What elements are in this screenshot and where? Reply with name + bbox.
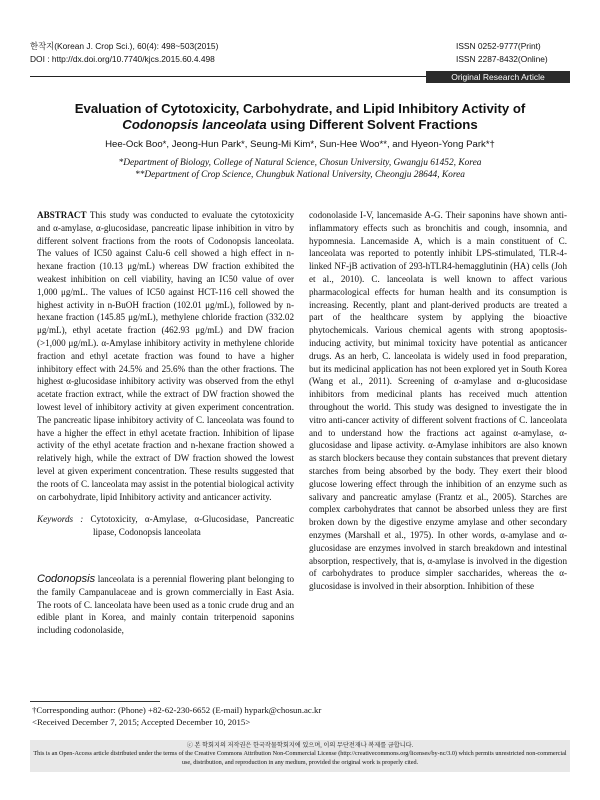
intro-lead-word: Codonopsis (37, 572, 96, 585)
title-line-1: Evaluation of Cytotoxicity, Carbohydrate, and Lipid Inhibitory Activity of (74, 101, 526, 116)
footnote (32, 704, 568, 728)
abstract-heading: ABSTRACT (37, 210, 87, 220)
affiliation-1: *Department of Biology, College of Natural Science, Chosun University, Gwangju 61452, Korea (118, 158, 482, 168)
keywords (37, 513, 294, 539)
issn-block (456, 40, 548, 65)
title-line-2 (30, 117, 570, 133)
article-type-badge: Original Research Article (426, 71, 570, 83)
issn-print: ISSN 0252-9777(Print) (456, 41, 541, 51)
issn-online: ISSN 2287-8432(Online) (456, 53, 548, 64)
right-column (309, 209, 567, 593)
keywords-label: Keywords : (37, 514, 84, 525)
corresponding-author: †Corresponding author: (Phone) +82-62-230-6652 (E-mail) hypark@chosun.ac.kr (32, 705, 322, 715)
intro-paragraph (37, 573, 294, 637)
received-dates: <Received December 7, 2015; Accepted December 10, 2015> (32, 717, 251, 727)
species-name: Codonopsis lanceolata (122, 117, 267, 132)
doi-link[interactable]: DOI : http://dx.doi.org/10.7740/kjcs.2015.60.4.498 (30, 53, 215, 64)
paper-title (30, 101, 570, 133)
affiliations (30, 158, 570, 181)
title-line-2-rest: using Different Solvent Fractions (266, 117, 478, 132)
journal-header (30, 40, 218, 65)
abstract-text: This study was conducted to evaluate the cytotoxicity and α-amylase, α-glucosidase, pancreatic lipase inhibition in vitro by different solvent fractions from the roots of Codonopsis lanceolata. The values of IC50 against Calu-6 cell showed a high effect in n-hexane fraction (10.13 μg/mL) whereas DW fraction exhibited the weakest inhibition on cell viability, having an IC50 value of over 1,000 μg/mL. The values of IC50 against HCT-116 cell showed the highest activity in n-BuOH fraction (102.01 μg/mL), followed by n-hexane fraction (145.85 μg/mL), methylene chloride fraction (332.02 μg/mL), ethyl acetate fraction (462.93 μg/mL) and DW fracion (>1,000 μg/mL). α-Amylase inhibitory activity in methylene chloride fraction and ethyl acetate fraction was found to have a higher inhibitory effect with 24.5% and 25.6% than the other fractions. The highest α-glucosidase inhibitory activity was observed from the ethyl acetate fraction extract, while the extract of DW fraction showed the lowest level of inhibitory activity at given experiment concentration. The pancreatic lipase inhibitory activity of C. lanceolata was found to have a higher the effect in ethyl acetate fraction. Inhibition of lipase activity of the ethyl acetate fraction and n-hexane fraction showed a relatively high, while the extract of DW fraction showed the lowest level at given experiment concentration. These results suggested that the roots of C. lanceolata may assist in the potential biological activity on carbohydrate, lipid Inhibitory activity and anticancer activity. (37, 210, 295, 502)
license-text: This is an Open-Access article distributed under the terms of the Creative Commons Attribution Non-Commercial License (http://creativecommons.org/licenses/by-nc/3.0) which permits unrestricted non-commercial use, distribution, and reproduction in any medium, provided the original work is properly cited. (33, 750, 567, 766)
copyright-notice: ⓒ 본 학회지의 저작권은 한국작물학회지에 있으며, 이의 무단전재나 복제를 금합니다. (186, 742, 414, 749)
intro-text: lanceolata is a perennial flowering plant belonging to the family Campanulaceae and is grown commercially in East Asia. The roots of C. lanceolata have been used as a tonic crude drug and an edible plant in Korea, and mainly contain triterpenoid saponins including codonolaside, (37, 573, 294, 636)
abstract (37, 209, 294, 503)
author-list: Hee-Ock Boo*, Jeong-Hun Park*, Seung-Mi Kim*, Sun-Hee Woo**, and Hyeon-Yong Park*† (105, 139, 495, 150)
journal-citation: 한작지(Korean J. Crop Sci.), 60(4): 498~503(2015) (30, 41, 219, 51)
footnote-divider (30, 701, 160, 702)
affiliation-2: **Department of Crop Science, Chungbuk National University, Cheongju 28644, Korea (135, 169, 465, 180)
left-column (37, 209, 294, 637)
right-column-text: codonolaside I-V, lancemaside A-G. Their saponins have shown anti-inflammatory effects such as bronchitis and cough, insomnia, and hypomnesia. Lancemaside A, which is a main constituent of C. lanceolata was reported to potently inhibit LPS-stimulated, TLR-4-linked NF-jB activation of 293-hTLR4-hemagglutinin (HA) cells (Joh et al., 2010). C. lanceolata is well known to affect various pharmacological effects for human health and its consumption is increasing. Recently, plant and plant-derived products are treated a part of the healthcare system by applying the bioactive phytochemicals. Various chemical agents with strong apoptosis-inducing activity, but minimal toxicity have potential as anticancer drugs. As an herb, C. lanceolata is widely used in food preparation, but its medicinal application has not been explored yet in South Korea (Wang et al., 2011). Screening of α-amylase and α-glucosidase inhibitors from medicinal plants has received much attention throughout the world. This study was designed to investigate the in vitro anti-cancer activity of different solvent fractions of C. lanceolata and to understand how the fractions act against α-amylase, α-glucosidase and lipase activity. α-Amylase inhibitors are also known as starch blockers because they contain substances that prevent dietary starches from being absorbed by the body. They exert their blood glucose lowering effect through the inhibition of an enzyme such as salivary and pancreatic amylase (Frantz et al., 2005). Starches are complex carbohydrates that cannot be absorbed unless they are first broken down by the digestive enzyme amylase and other secondary enzymes (Marshall et al., 1975). In other words, α-amylase and α-glucosidase are enzymes involved in starch breakdown and intestinal absorption, respectively, that is, α-amylase is involved in the digestion of carbohydrates to produce simpler saccharides, whereas the α-glucosidase is involved in their absorption. Inhibition of these (309, 210, 567, 592)
license-footer (30, 740, 570, 772)
keywords-text: Cytotoxicity, α-Amylase, α-Glucosidase, Pancreatic lipase, Codonopsis lanceolata (90, 514, 294, 538)
